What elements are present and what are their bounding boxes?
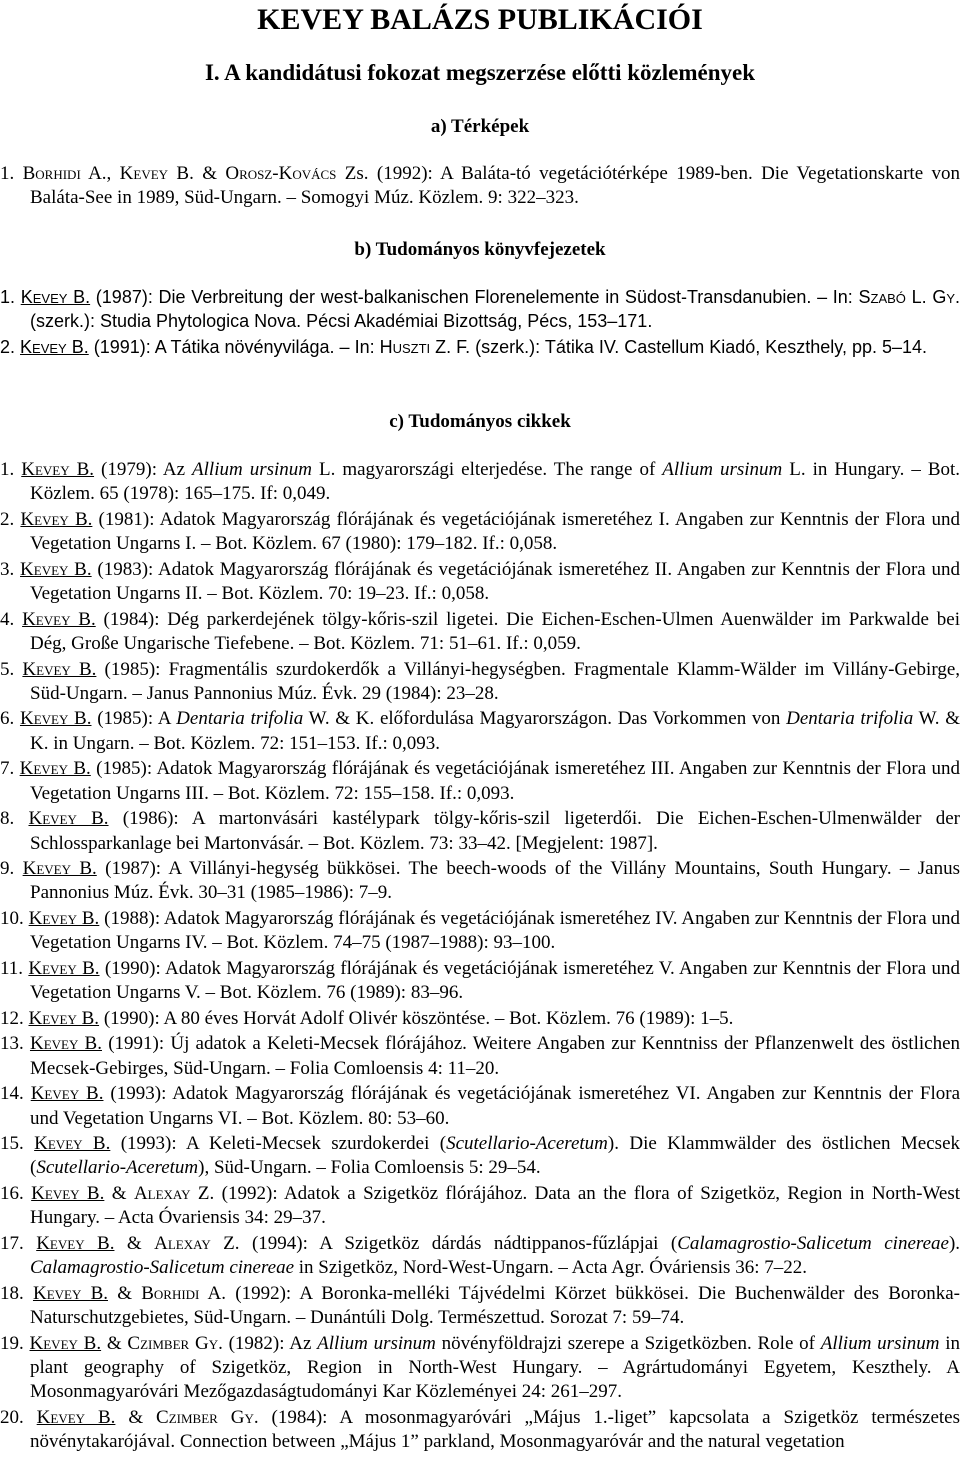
entry-text: Kevey B. [22, 608, 96, 630]
entry-text: & [101, 1332, 128, 1354]
entry-text: Kevey B. [30, 1083, 104, 1105]
entry-text: (1979): Az [94, 459, 193, 480]
reference-entry [0, 907, 960, 956]
entry-number: 12. [0, 1007, 24, 1029]
subsection-heading-maps: a) Térképek [430, 116, 530, 137]
entry-text: Allium ursinum [662, 459, 783, 480]
entry-text: (1990): A 80 éves Horvát Adolf Olivér köszöntése. – Bot. Közlem. 76 (1989): 1–5. [99, 1007, 734, 1029]
entry-text: Z. (1994): A Szigetköz dárdás nádtippanos-fűzlápjai ( [210, 1232, 678, 1254]
document-title: KEVEY BALÁZS PUBLIKÁCIÓI [257, 3, 703, 36]
entry-text: (1988): Adatok Magyarország flórájának és vegetációjának ismeretéhez IV. Angaben zur Kenntnis der Flora und Vegetation Ungarns IV. – Bot. Közlem. 74–75 (1987–1988): 93–100. [30, 908, 960, 954]
reference-entry [0, 957, 960, 1006]
entry-text: & [114, 1232, 155, 1254]
entry-text [24, 1283, 33, 1304]
entry-text: ), Süd-Ungarn. – Folia Comloensis 5: 29–54. [198, 1157, 541, 1179]
entry-text [14, 609, 22, 630]
entry-text: in plant geography of Szigetköz, Region in North-West Hungary. – Agrártudományi Egyetem, Keszthely. A Mosonmagyaróvári Mezőgazdaságtudományi Kar Közleményei 24: 261–297. [30, 1332, 960, 1403]
entry-text: (1991): A Tátika növényvilága. – In: [88, 336, 380, 357]
entry-text: (1983): Adatok Magyarország flórájának és vegetációjának ismeretéhez II. Angaben zur Kenntnis der Flora und Vegetation Ungarns II. – Bot. Közlem. 70: 19–23. If.: 0,058. [30, 558, 960, 605]
entry-text: Kevey B. [28, 1007, 100, 1029]
entry-text: (1987): A Villányi-hegység bükkösei. The beech-woods of the Villány Mountains, South Hungary. – Janus Pannonius Múz. Évk. 30–31 (1985–1986): 7–9. [30, 858, 960, 904]
entry-number: 16. [0, 1183, 24, 1205]
entry-number: 5. [0, 658, 15, 680]
entry-text: Kevey B. [22, 658, 97, 680]
entry-number: 10. [0, 908, 24, 930]
entry-text: W. & K. előfordulása Magyarországon. Das Vorkommen von [303, 708, 787, 730]
reference-entry [0, 558, 960, 607]
entry-text: Kevey B. [19, 758, 91, 780]
entry-number: 2. [0, 336, 16, 357]
reference-entry [0, 707, 960, 756]
entry-number: 1. [0, 459, 15, 480]
entry-text: Borhidi [22, 163, 81, 184]
entry-text: & [108, 1282, 142, 1304]
entry-text: Kevey B. [20, 508, 93, 530]
entry-text: Z. (1992): Adatok a Szigetköz flórájához. Data an the flora of Szigetköz, Region in North-West Hungary. – Acta Óvariensis 34: 29–37. [30, 1183, 960, 1229]
entry-text: Kevey B. [20, 558, 92, 580]
entry-text: Kevey B. [21, 459, 95, 480]
entry-text: Allium ursinum [820, 1332, 940, 1354]
entry-text: A., [80, 163, 120, 184]
entry-number: 6. [0, 708, 15, 730]
entry-text: (1987): Die Verbreitung der west-balkanischen Florenelemente in Südost-Transdanubien. – In: [90, 287, 859, 307]
entry-text: Kevey B. [34, 1133, 111, 1155]
entry-text: (1991): Új adatok a Keleti-Mecsek flórájához. Weitere Angaben zur Kenntniss der Pflanzenwelt des östlichen Mecsek-Gebirges, Süd-Ungarn. – Folia Comloensis 4: 11–20. [30, 1033, 960, 1079]
entry-text: Orosz-Kovács [225, 163, 337, 184]
reference-entry [0, 857, 960, 906]
articles-list [0, 458, 960, 1456]
entry-number: 19. [0, 1332, 24, 1354]
entry-text: L. [905, 287, 933, 307]
entry-text [14, 808, 28, 829]
entry-text: Kevey B. [19, 708, 92, 730]
entry-number: 1. [0, 287, 16, 307]
entry-number: 20. [0, 1406, 24, 1428]
entry-number: 17. [0, 1232, 24, 1254]
entry-number: 14. [0, 1083, 24, 1105]
entry-text: Kevey B. [36, 1406, 116, 1428]
entry-number: 8. [0, 808, 15, 830]
entry-text: (1990): Adatok Magyarország flórájának és vegetációjának ismeretéhez V. Angaben zur Kenntnis der Flora und Vegetation Ungarns V. – Bot. Közlem. 76 (1989): 83–96. [30, 957, 960, 1004]
entry-text: Borhidi [141, 1282, 200, 1304]
entry-text: Alexay [154, 1232, 211, 1254]
entry-text: Zs. (1992): A Baláta-tó vegetációtérképe 1989-ben. Die Vegetationskarte von Baláta-See in 1989, Süd-Ungarn. – Somogyi Múz. Közlem. 9: 322–323. [30, 163, 960, 209]
entry-text: Gy. [230, 1406, 259, 1428]
reference-entry [0, 1007, 960, 1031]
entry-text [14, 163, 22, 184]
reference-entry [0, 335, 960, 359]
entry-text: Kevey B. [22, 858, 97, 880]
maps-list [0, 162, 960, 212]
entry-text: Gy. [932, 287, 960, 307]
entry-text: (1982): Az [222, 1332, 318, 1354]
entry-number: 3. [0, 558, 15, 580]
entry-text: Alexay [133, 1183, 191, 1205]
entry-text: Kevey B. [29, 1332, 102, 1354]
entry-text: (1993): A Keleti-Mecsek szurdokerdei ( [110, 1133, 447, 1155]
entry-text: Kevey B. [31, 1183, 105, 1205]
entry-text [24, 1233, 36, 1254]
entry-text: Dentaria trifolia [786, 708, 914, 730]
entry-text: Kevey B. [28, 957, 100, 979]
entry-text: Calamagrostio-Salicetum cinereae [677, 1232, 949, 1254]
entry-text: (1985): Fragmentális szurdokerdők a Villányi-hegységben. Fragmentale Klamm-Wälder im Villány-Gebirge, Süd-Ungarn. – Janus Pannonius Múz. Évk. 29 (1984): 23–28. [30, 658, 960, 704]
entry-text: Kevey B. [20, 336, 89, 357]
reference-entry [0, 658, 960, 707]
entry-number: 7. [0, 758, 15, 780]
entry-text: Czimber [156, 1406, 218, 1428]
entry-text: (1993): Adatok Magyarország flórájának és vegetációjának ismeretéhez VI. Angaben zur Kenntnis der Flora und Vegetation Ungarns VI. – Bot. Közlem. 80: 53–60. [30, 1083, 960, 1129]
entry-number: 4. [0, 608, 15, 630]
entry-number: 11. [0, 957, 24, 979]
entry-text: Dentaria trifolia [176, 708, 304, 730]
entry-text: Gy. [194, 1332, 223, 1354]
entry-text: Calamagrostio-Salicetum cinereae [30, 1257, 295, 1279]
entry-text: Kevey [119, 163, 169, 184]
entry-text [218, 1407, 231, 1428]
entry-text: (1984): Dég parkerdejének tölgy-kőris-szil ligetei. Die Eichen-Eschen-Ulmen Auenwälder im Parkwalde bei Dég, Große Ungarische Tiefebene. – Bot. Közlem. 71: 51–61. If.: 0,059. [30, 608, 960, 654]
reference-entry [0, 1282, 960, 1331]
entry-text: Scutellario-Aceretum [36, 1157, 199, 1179]
entry-text: Kevey B. [28, 908, 100, 930]
entry-text: ). [948, 1232, 960, 1254]
entry-text: W. & K. in Ungarn. – Bot. Közlem. 72: 151–153. If.: 0,093. [30, 708, 960, 754]
entry-text: Kevey B. [20, 287, 91, 307]
reference-entry [0, 1132, 960, 1181]
entry-number: 2. [0, 508, 15, 530]
entry-text: Allium ursinum [192, 459, 312, 480]
entry-text: Czimber [127, 1332, 190, 1354]
entry-number: 15. [0, 1133, 24, 1155]
entry-text: Kevey B. [28, 808, 109, 830]
entry-text: (1984): A mosonmagyaróvári „Május 1.-liget” kapcsolata a Szigetköz természetes növénytakarójával. Connection between „Május 1” parkland, Mosonmagyaróvár and the natural vegetation [30, 1406, 960, 1453]
entry-number: 13. [0, 1033, 24, 1055]
entry-text: Kevey B. [29, 1033, 102, 1055]
entry-text: (1986): A martonvásári kastélypark tölgy-kőris-szil ligeterdői. Die Eichen-Eschen-Ulmenwälder der Schlossparkanlage bei Martonvásár. – Bot. Közlem. 73: 33–42. [Megjelent: 1987]. [30, 808, 960, 854]
entry-text: Kevey B. [32, 1282, 108, 1304]
entry-text: Z. F. (szerk.): Tátika IV. Castellum Kiadó, Keszthely, pp. 5–14. [430, 336, 928, 357]
reference-entry [0, 1032, 960, 1081]
entry-number: 1. [0, 163, 15, 184]
entry-text: növényföldrajzi szerepe a Szigetközben. Role of [435, 1332, 821, 1354]
entry-text: L. in Hungary. – Bot. Közlem. 65 (1978): 165–175. If: 0,049. [30, 459, 960, 505]
entry-text: (szerk.): Studia Phytologica Nova. Pécsi Akadémiai Bizottság, Pécs, 153–171. [30, 311, 653, 332]
chapters-list [0, 285, 960, 360]
entry-number: 9. [0, 858, 15, 880]
entry-text: (1981): Adatok Magyarország flórájának és vegetációjának ismeretéhez I. Angaben zur Kenntnis der Flora und Vegetation Ungarns I. – Bot. Közlem. 67 (1980): 179–182. If.: 0,058. [30, 508, 960, 555]
reference-entry [0, 608, 960, 657]
reference-entry [0, 1332, 960, 1405]
entry-text: A. (1992): A Boronka-melléki Tájvédelmi Körzet bükkösei. Die Buchenwälder des Boronka-Naturschutzgebietes, Süd-Ungarn. – Dunántúli Dolg. Természettud. Sorozat 7: 59–74. [30, 1282, 960, 1329]
reference-entry [0, 458, 960, 507]
reference-entry [0, 1232, 960, 1281]
entry-text [24, 1407, 37, 1428]
entry-text: in Szigetköz, Nord-West-Ungarn. – Acta Agr. Óváriensis 36: 7–22. [294, 1257, 807, 1279]
section-heading: I. A kandidátusi fokozat megszerzése előtti közlemények [204, 60, 756, 85]
entry-text: B. & [168, 163, 226, 184]
subsection-heading-articles: c) Tudományos cikkek [389, 411, 571, 432]
entry-text [24, 1133, 34, 1154]
entry-text [14, 858, 22, 879]
entry-text: (1985): A [91, 708, 177, 730]
reference-entry [0, 508, 960, 557]
entry-text: (1985): Adatok Magyarország flórájának és vegetációjának ismeretéhez III. Angaben zur Kenntnis der Flora und Vegetation Ungarns III. – Bot. Közlem. 72: 155–158. If.: 0,093. [30, 758, 960, 804]
entry-text: & [115, 1406, 157, 1428]
reference-entry [0, 757, 960, 806]
entry-text: Allium ursinum [317, 1332, 436, 1354]
entry-text: Huszti [379, 336, 431, 357]
subsection-heading-chapters: b) Tudományos könyvfejezetek [354, 239, 606, 260]
entry-text: L. magyarországi elterjedése. The range of [312, 459, 663, 480]
entry-number: 18. [0, 1282, 24, 1304]
entry-text: & [104, 1183, 134, 1205]
entry-text: Scutellario-Aceretum [446, 1133, 608, 1155]
entry-text [24, 1083, 31, 1104]
entry-text: ). Die Klammwälder des östlichen Mecsek ( [30, 1133, 960, 1179]
entry-text: Kevey B. [36, 1232, 115, 1254]
entry-text: Szabó [858, 287, 906, 307]
reference-entry [0, 807, 960, 856]
reference-entry [0, 1406, 960, 1455]
reference-entry [0, 1182, 960, 1231]
reference-entry [0, 1082, 960, 1131]
reference-entry [0, 285, 960, 334]
reference-entry [0, 162, 960, 211]
